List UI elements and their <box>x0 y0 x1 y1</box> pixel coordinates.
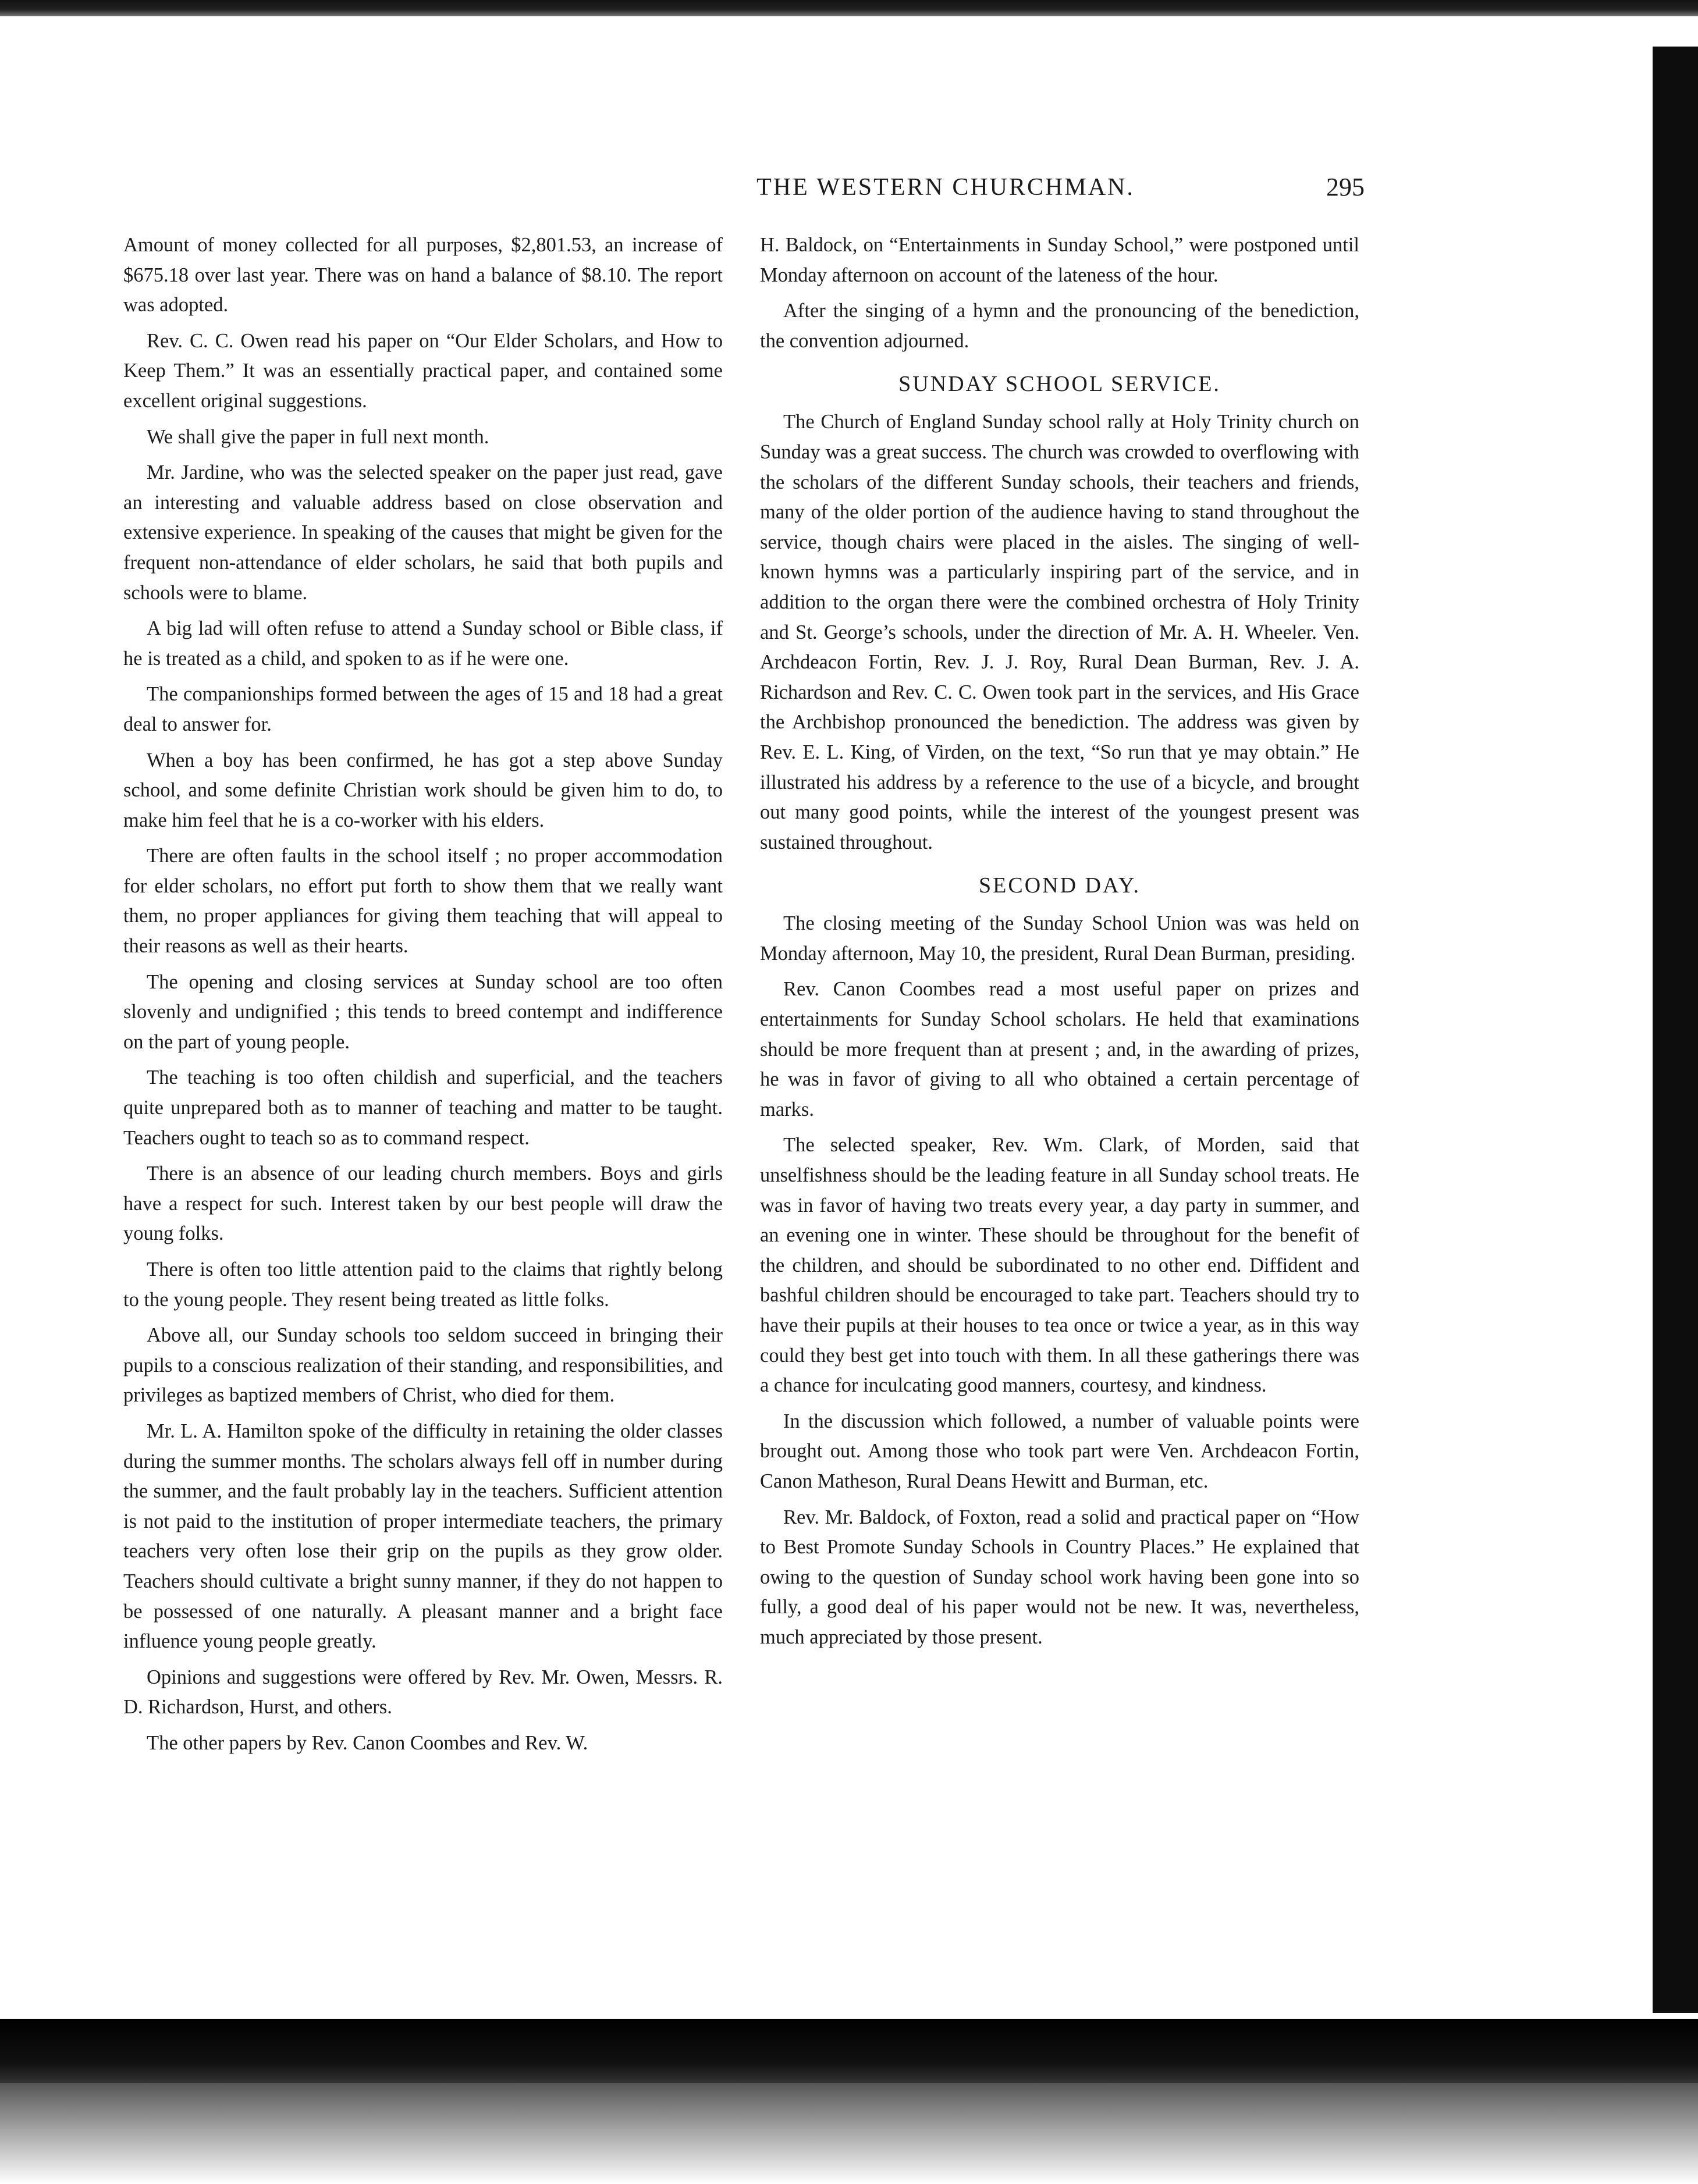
paragraph: There is often too little attention paid to the claims that rightly belong to the young people. They resent being treated as little folks. <box>123 1258 723 1311</box>
paragraph: A big lad will often refuse to attend a Sunday school or Bible class, if he is treated as a child, and spoken to as if he were one. <box>123 617 723 670</box>
paragraph: Rev. C. C. Owen read his paper on “Our Elder Scholars, and How to Keep Them.” It was an essentially practical paper, and contained some excellent original suggestions. <box>123 329 723 412</box>
paragraph: The Church of England Sunday school rally at Holy Trinity church on Sunday was a great success. The church was crowded to overflowing with the scholars of the different Sunday schools, their teachers and friends, many of the older portion of the audience having to stand throughout the service, though chairs were placed in the aisles. The singing of well-known hymns was a particularly inspiring part of the service, and in addition to the organ there were the combined orchestra of Holy Trinity and St. George’s schools, under the direction of Mr. A. H. Wheeler. Ven. Archdeacon Fortin, Rev. J. J. Roy, Rural Dean Burman, Rev. J. A. Richardson and Rev. C. C. Owen took part in the services, and His Grace the Archbishop pronounced the benediction. The address was given by Rev. E. L. King, of Virden, on the text, “So run that ye may obtain.” He illustrated his address by a reference to the use of a bicycle, and brought out many good points, while the interest of the youngest present was sustained throughout. <box>760 411 1359 853</box>
paragraph: The closing meeting of the Sunday School Union was was held on Monday afternoon, May 10, the president, Rural Dean Burman, presiding. <box>760 912 1359 965</box>
paragraph: The selected speaker, Rev. Wm. Clark, of Morden, said that unselfishness should be the leading feature in all Sunday school treats. He was in favor of having two treats every year, a day party in summer, and an evening one in winter. These should be throughout for the benefit of the children, and should be subordinated to no other end. Diffident and bashful children should be encouraged to take part. Teachers should try to have their pupils at their houses to tea once or twice a year, as in this way could they best get into touch with them. In all these gatherings there was a chance for inculcating good manners, courtesy, and kindness. <box>760 1134 1359 1397</box>
paragraph: The companionships formed between the ages of 15 and 18 had a great deal to answer for. <box>123 683 723 735</box>
section-heading: SECOND DAY. <box>979 873 1141 898</box>
paragraph: Mr. Jardine, who was the selected speaker on the paper just read, gave an interesting and valuable address based on close observation and extensive experience. In speaking of the causes that might be given for the frequent non-attendance of elder scholars, he said that both pupils and schools were to blame. <box>123 461 723 604</box>
paragraph: We shall give the paper in full next month. <box>147 425 489 448</box>
running-head: THE WESTERN CHURCHMAN. <box>756 174 1135 201</box>
paragraph: H. Baldock, on “Entertainments in Sunday School,” were postponed until Monday afternoon on account of the lateness of the hour. <box>760 234 1359 286</box>
right-column <box>760 230 1359 1653</box>
scan-border-top <box>0 0 1698 16</box>
section-heading: SUNDAY SCHOOL SERVICE. <box>898 372 1221 397</box>
page-number: 295 <box>1326 173 1365 201</box>
paragraph: Above all, our Sunday schools too seldom succeed in bringing their pupils to a conscious realization of their standing, and responsibilities, and privileges as baptized members of Christ, who died for them. <box>123 1324 723 1407</box>
paragraph: Opinions and suggestions were offered by Rev. Mr. Owen, Messrs. R. D. Richardson, Hurst, and others. <box>123 1666 723 1719</box>
scan-border-bottom <box>0 2019 1698 2083</box>
paragraph: Rev. Mr. Baldock, of Foxton, read a solid and practical paper on “How to Best Promote Sunday Schools in Country Places.” He explained that owing to the question of Sunday school work having been gone into so fully, a good deal of his paper would not be new. It was, nevertheless, much appreciated by those present. <box>760 1506 1359 1648</box>
scan-border-bottom-fade <box>0 2083 1698 2184</box>
paragraph: There is an absence of our leading church members. Boys and girls have a respect for such. Interest taken by our best people will draw the young folks. <box>123 1162 723 1245</box>
left-column <box>123 230 723 1759</box>
paragraph: The opening and closing services at Sunday school are too often slovenly and undignified ; this tends to breed contempt and indifference on the part of young people. <box>123 970 723 1053</box>
paragraph: The other papers by Rev. Canon Coombes and Rev. W. <box>147 1731 588 1754</box>
paragraph: In the discussion which followed, a number of valuable points were brought out. Among those who took part were Ven. Archdeacon Fortin, Canon Matheson, Rural Deans Hewitt and Burman, etc. <box>760 1410 1359 1492</box>
paragraph: There are often faults in the school itself ; no proper accommodation for elder scholars, no effort put forth to show them that we really want them, no proper appliances for giving them teaching that will appeal to their reasons as well as their hearts. <box>123 845 723 958</box>
paragraph: After the singing of a hymn and the pronouncing of the benediction, the convention adjourned. <box>760 300 1359 352</box>
paragraph: Amount of money collected for all purposes, $2,801.53, an increase of $675.18 over last year. There was on hand a balance of $8.10. The report was adopted. <box>123 234 723 316</box>
scan-border-right <box>1653 47 1698 2013</box>
paragraph: Rev. Canon Coombes read a most useful paper on prizes and entertainments for Sunday School scholars. He held that examinations should be more frequent than at present ; and, in the awarding of prizes, he was in favor of giving to all who obtained a certain percentage of marks. <box>760 978 1359 1121</box>
paragraph: When a boy has been confirmed, he has got a step above Sunday school, and some definite Christian work should be given him to do, to make him feel that he is a co-worker with his elders. <box>123 749 723 831</box>
paragraph: Mr. L. A. Hamilton spoke of the difficulty in retaining the older classes during the summer months. The scholars always fell off in number during the summer, and the fault probably lay in the teachers. Sufficient attention is not paid to the institution of proper intermediate teachers, the primary teachers very often lose their grip on the pupils as they grow older. Teachers should cultivate a bright sunny manner, if they do not happen to be possessed of one naturally. A pleasant manner and a bright face influence young people greatly. <box>123 1420 723 1653</box>
paragraph: The teaching is too often childish and superficial, and the teachers quite unprepared both as to manner of teaching and matter to be taught. Teachers ought to teach so as to command respect. <box>123 1066 723 1149</box>
